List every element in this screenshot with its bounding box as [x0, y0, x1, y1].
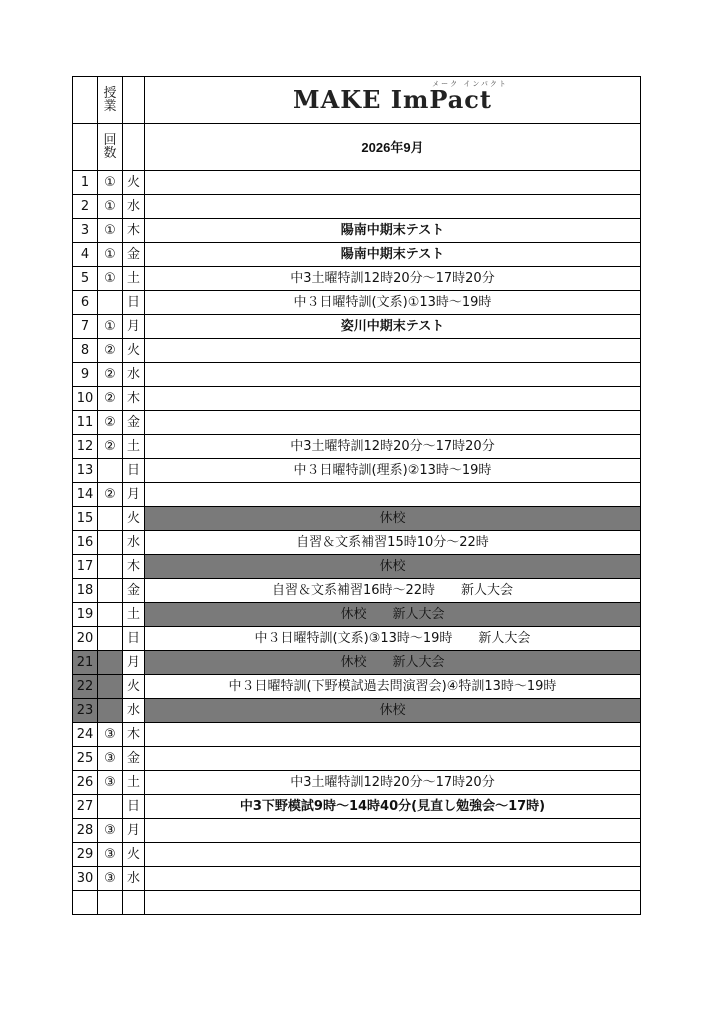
lesson-count — [98, 555, 123, 579]
table-row — [73, 363, 641, 387]
day-number: 26 — [73, 771, 98, 795]
day-number: 28 — [73, 819, 98, 843]
calendar-table — [72, 76, 641, 915]
event-text — [145, 483, 641, 507]
table-row — [73, 243, 641, 267]
day-number: 19 — [73, 603, 98, 627]
lesson-count: ① — [98, 315, 123, 339]
event-text — [145, 411, 641, 435]
event-text — [145, 891, 641, 915]
header-blank-cell — [123, 124, 145, 171]
lesson-count: ② — [98, 483, 123, 507]
table-row — [73, 411, 641, 435]
lesson-count — [98, 291, 123, 315]
table-row — [73, 627, 641, 651]
weekday: 土 — [123, 771, 145, 795]
weekday: 金 — [123, 747, 145, 771]
weekday: 水 — [123, 195, 145, 219]
lesson-count: ③ — [98, 723, 123, 747]
day-number: 16 — [73, 531, 98, 555]
weekday: 木 — [123, 723, 145, 747]
day-number: 15 — [73, 507, 98, 531]
table-row — [73, 531, 641, 555]
event-text: 自習＆文系補習15時10分～22時 — [145, 531, 641, 555]
lesson-count — [98, 699, 123, 723]
logo-text: MAKE ImPact — [293, 85, 492, 114]
lesson-count — [98, 459, 123, 483]
event-text — [145, 867, 641, 891]
logo-ruby: メーク インパクト — [432, 80, 508, 88]
lesson-count: ② — [98, 435, 123, 459]
day-number: 21 — [73, 651, 98, 675]
event-text — [145, 387, 641, 411]
header-blank-cell — [73, 124, 98, 171]
table-row — [73, 483, 641, 507]
day-number: 24 — [73, 723, 98, 747]
month-title: 2026年9月 — [145, 124, 641, 171]
lesson-count — [98, 891, 123, 915]
day-number: 17 — [73, 555, 98, 579]
table-row — [73, 315, 641, 339]
header-lesson-label — [98, 77, 123, 124]
header-lesson-char-1: 授 — [103, 86, 117, 101]
day-number: 5 — [73, 267, 98, 291]
lesson-count: ③ — [98, 843, 123, 867]
day-number: 22 — [73, 675, 98, 699]
event-text: 休校 — [145, 555, 641, 579]
table-row — [73, 435, 641, 459]
event-text: 中3下野模試9時～14時40分(見直し勉強会～17時) — [145, 795, 641, 819]
table-row — [73, 867, 641, 891]
table-row — [73, 651, 641, 675]
event-text: 姿川中期末テスト — [145, 315, 641, 339]
event-text — [145, 171, 641, 195]
lesson-count: ① — [98, 243, 123, 267]
event-text: 中3土曜特訓12時20分～17時20分 — [145, 267, 641, 291]
event-text: 陽南中期末テスト — [145, 243, 641, 267]
table-row — [73, 291, 641, 315]
lesson-count: ② — [98, 363, 123, 387]
logo-cell — [145, 77, 641, 124]
lesson-count: ① — [98, 267, 123, 291]
lesson-count — [98, 675, 123, 699]
table-row — [73, 675, 641, 699]
event-text: 休校 新人大会 — [145, 651, 641, 675]
day-number: 29 — [73, 843, 98, 867]
weekday: 土 — [123, 603, 145, 627]
weekday: 水 — [123, 363, 145, 387]
lesson-count: ② — [98, 411, 123, 435]
event-text — [145, 819, 641, 843]
day-number: 12 — [73, 435, 98, 459]
event-text — [145, 363, 641, 387]
table-row — [73, 459, 641, 483]
weekday: 火 — [123, 675, 145, 699]
table-row — [73, 507, 641, 531]
header-count-char-1: 回 — [103, 133, 117, 148]
header-lesson-char-2: 業 — [103, 99, 117, 114]
table-row — [73, 171, 641, 195]
weekday: 火 — [123, 339, 145, 363]
day-number: 20 — [73, 627, 98, 651]
header-blank-cell — [73, 77, 98, 124]
weekday: 日 — [123, 795, 145, 819]
header-count-label — [98, 124, 123, 171]
lesson-count: ① — [98, 195, 123, 219]
event-text — [145, 843, 641, 867]
event-text — [145, 747, 641, 771]
day-number: 23 — [73, 699, 98, 723]
lesson-count — [98, 603, 123, 627]
weekday: 水 — [123, 867, 145, 891]
logo — [145, 78, 640, 122]
header-blank-cell — [123, 77, 145, 124]
day-number: 7 — [73, 315, 98, 339]
weekday: 日 — [123, 291, 145, 315]
table-row — [73, 747, 641, 771]
lesson-count — [98, 507, 123, 531]
table-row — [73, 891, 641, 915]
table-row — [73, 771, 641, 795]
day-number: 4 — [73, 243, 98, 267]
event-text: 自習＆文系補習16時～22時 新人大会 — [145, 579, 641, 603]
weekday: 月 — [123, 483, 145, 507]
day-number: 1 — [73, 171, 98, 195]
weekday: 月 — [123, 315, 145, 339]
weekday: 月 — [123, 819, 145, 843]
event-text — [145, 339, 641, 363]
day-number: 2 — [73, 195, 98, 219]
day-number: 18 — [73, 579, 98, 603]
weekday: 水 — [123, 699, 145, 723]
lesson-count: ③ — [98, 771, 123, 795]
lesson-count: ③ — [98, 867, 123, 891]
table-row — [73, 555, 641, 579]
table-row — [73, 579, 641, 603]
day-number: 30 — [73, 867, 98, 891]
lesson-count — [98, 795, 123, 819]
day-number: 13 — [73, 459, 98, 483]
day-number: 27 — [73, 795, 98, 819]
event-text — [145, 723, 641, 747]
day-number: 6 — [73, 291, 98, 315]
weekday — [123, 891, 145, 915]
event-text: 中３日曜特訓(文系)①13時～19時 — [145, 291, 641, 315]
weekday: 木 — [123, 219, 145, 243]
day-number: 8 — [73, 339, 98, 363]
table-row — [73, 339, 641, 363]
event-text: 中3土曜特訓12時20分～17時20分 — [145, 435, 641, 459]
event-text: 休校 — [145, 507, 641, 531]
weekday: 土 — [123, 435, 145, 459]
lesson-count — [98, 627, 123, 651]
table-row — [73, 387, 641, 411]
lesson-count — [98, 651, 123, 675]
lesson-count: ① — [98, 219, 123, 243]
event-text: 中3土曜特訓12時20分～17時20分 — [145, 771, 641, 795]
weekday: 土 — [123, 267, 145, 291]
table-row — [73, 843, 641, 867]
weekday: 木 — [123, 555, 145, 579]
weekday: 金 — [123, 243, 145, 267]
day-number — [73, 891, 98, 915]
event-text: 休校 — [145, 699, 641, 723]
weekday: 日 — [123, 627, 145, 651]
event-text: 休校 新人大会 — [145, 603, 641, 627]
lesson-count: ② — [98, 387, 123, 411]
weekday: 火 — [123, 843, 145, 867]
table-row — [73, 723, 641, 747]
day-number: 9 — [73, 363, 98, 387]
lesson-count: ① — [98, 171, 123, 195]
weekday: 火 — [123, 171, 145, 195]
lesson-count: ③ — [98, 747, 123, 771]
day-number: 11 — [73, 411, 98, 435]
day-number: 14 — [73, 483, 98, 507]
weekday: 金 — [123, 579, 145, 603]
day-number: 3 — [73, 219, 98, 243]
lesson-count — [98, 531, 123, 555]
table-row — [73, 819, 641, 843]
lesson-count — [98, 579, 123, 603]
table-row — [73, 603, 641, 627]
weekday: 木 — [123, 387, 145, 411]
lesson-count: ② — [98, 339, 123, 363]
table-row — [73, 795, 641, 819]
table-row — [73, 267, 641, 291]
weekday: 火 — [123, 507, 145, 531]
table-row — [73, 219, 641, 243]
header-row-logo — [73, 77, 641, 124]
table-row — [73, 699, 641, 723]
header-count-char-2: 数 — [103, 146, 117, 161]
lesson-count: ③ — [98, 819, 123, 843]
event-text — [145, 195, 641, 219]
event-text: 陽南中期末テスト — [145, 219, 641, 243]
day-number: 25 — [73, 747, 98, 771]
day-number: 10 — [73, 387, 98, 411]
header-row-month — [73, 124, 641, 171]
weekday: 水 — [123, 531, 145, 555]
event-text: 中３日曜特訓(理系)②13時～19時 — [145, 459, 641, 483]
weekday: 月 — [123, 651, 145, 675]
event-text: 中３日曜特訓(下野模試過去問演習会)④特訓13時～19時 — [145, 675, 641, 699]
weekday: 日 — [123, 459, 145, 483]
event-text: 中３日曜特訓(文系)③13時～19時 新人大会 — [145, 627, 641, 651]
weekday: 金 — [123, 411, 145, 435]
table-row — [73, 195, 641, 219]
